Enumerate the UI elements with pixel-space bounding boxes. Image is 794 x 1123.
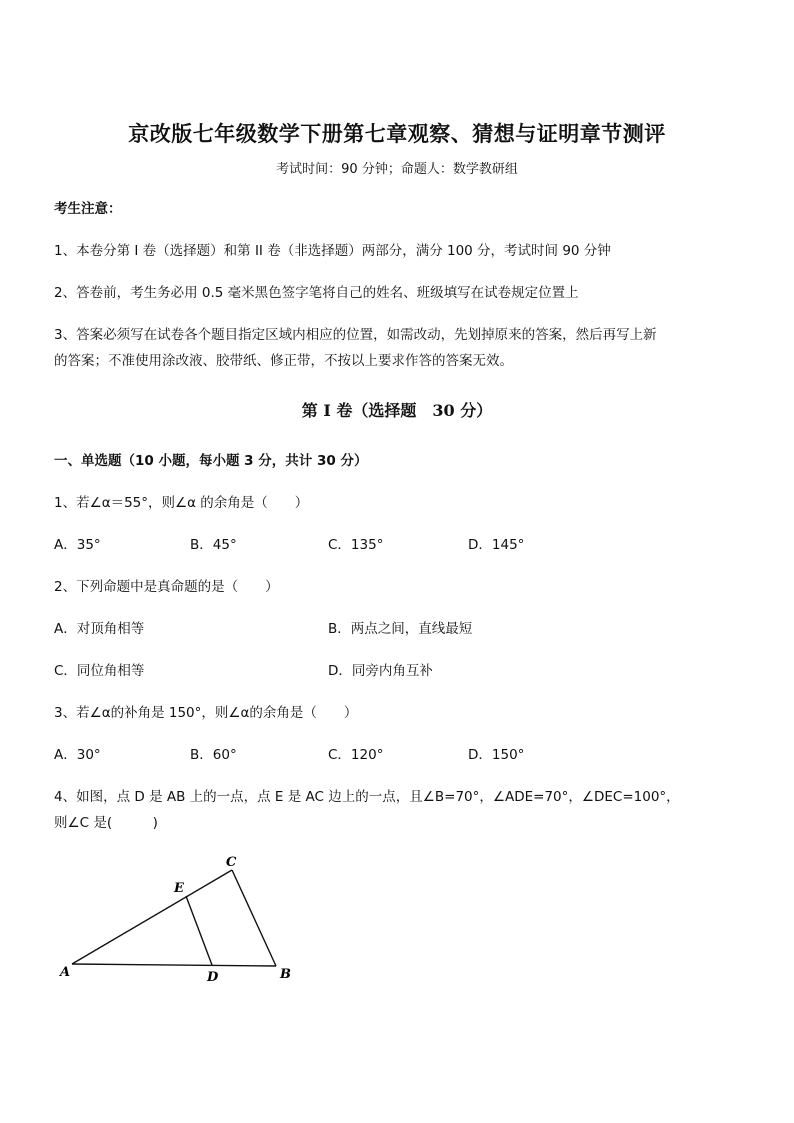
triangle-figure [56, 850, 306, 990]
q2-option-b[interactable]: B．两点之间，直线最短 [328, 621, 473, 637]
part-heading: 一、单选题（10 小题，每小题 3 分，共计 30 分） [54, 453, 368, 469]
question-1-stem: 1、若∠α＝55°，则∠α 的余角是（ ） [54, 495, 309, 511]
q1-option-d[interactable]: D．145° [468, 537, 525, 553]
q3-option-b[interactable]: B．60° [190, 747, 237, 763]
question-3-stem: 3、若∠α的补角是 150°，则∠α的余角是（ ） [54, 705, 358, 721]
q2-option-d[interactable]: D．同旁内角互补 [328, 663, 433, 679]
q3-option-c[interactable]: C．120° [328, 747, 384, 763]
notice-item-2: 2、答卷前，考生务必用 0.5 毫米黑色签字笔将自己的姓名、班级填写在试卷规定位置上 [54, 285, 579, 301]
label-d: D [207, 970, 219, 985]
segment-ab [72, 964, 276, 966]
exam-title: 京改版七年级数学下册第七章观察、猜想与证明章节测评 [128, 121, 666, 146]
q3-option-d[interactable]: D．150° [468, 747, 525, 763]
segment-de [186, 896, 212, 965]
question-2-stem: 2、下列命题中是真命题的是（ ） [54, 579, 279, 595]
exam-subtitle: 考试时间：90 分钟；命题人：数学教研组 [276, 162, 518, 177]
question-4-stem: 4、如图，点 D 是 AB 上的一点，点 E 是 AC 边上的一点，且∠B=70°，∠ADE=70°，∠DEC=100°， [54, 789, 680, 805]
segment-ac [72, 870, 232, 964]
notice-item-1: 1、本卷分第 I 卷（选择题）和第 II 卷（非选择题）两部分，满分 100 分，考试时间 90 分钟 [54, 243, 611, 259]
q2-option-a[interactable]: A．对顶角相等 [54, 621, 145, 637]
q3-option-a[interactable]: A．30° [54, 747, 101, 763]
q2-option-c[interactable]: C．同位角相等 [54, 663, 145, 679]
notice-item-3-cont: 的答案；不准使用涂改液、胶带纸、修正带，不按以上要求作答的答案无效。 [54, 353, 513, 369]
label-b: B [280, 967, 291, 982]
notice-item-3: 3、答案必须写在试卷各个题目指定区域内相应的位置，如需改动，先划掉原来的答案，然后再写上新 [54, 327, 657, 343]
segment-bc [232, 870, 276, 966]
label-a: A [60, 965, 71, 980]
label-c: C [226, 855, 237, 870]
notice-heading: 考生注意： [54, 201, 122, 217]
section-title: 第 I 卷（选择题 30 分） [301, 401, 493, 420]
label-e: E [174, 881, 184, 896]
q1-option-b[interactable]: B．45° [190, 537, 237, 553]
q1-option-c[interactable]: C．135° [328, 537, 384, 553]
question-4-stem-cont: 则∠C 是( ) [54, 815, 158, 831]
q1-option-a[interactable]: A．35° [54, 537, 101, 553]
